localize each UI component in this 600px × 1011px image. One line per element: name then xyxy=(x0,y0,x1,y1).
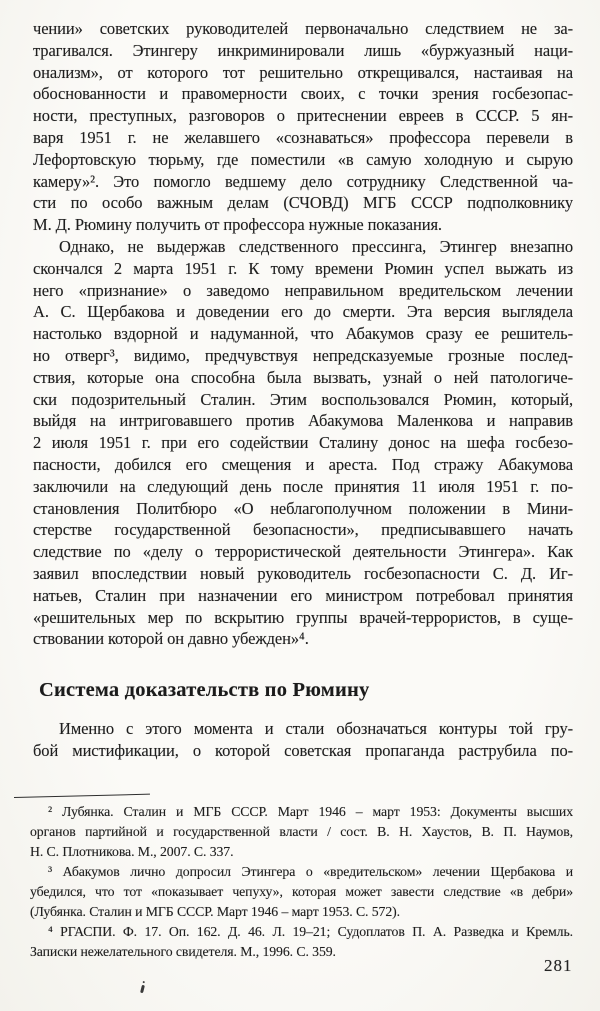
text-line: обоснованности и правомерности своих, с точки зрения госбезопас- xyxy=(33,84,573,104)
text-line: стерстве государственной безопасности», предписывавшего начать xyxy=(33,520,573,540)
text-line: следствие по «делу о террористической деятельности Этингера». Как xyxy=(33,542,573,562)
footnote-line: убедился, что тот «показывает чепуху», которая может завести следствие «в дебри» xyxy=(30,884,573,899)
text-line: бой мистификации, о которой советская пропаганда раструбила по- xyxy=(33,740,573,760)
section-heading: Система доказательств по Рюмину xyxy=(39,679,370,701)
body-text-block-2 xyxy=(33,718,573,762)
text-line: настолько вздорной и надуманной, что Абакумов сразу ее решитель- xyxy=(33,324,573,344)
footnotes-block xyxy=(30,802,573,962)
text-line: сти по особо важным делам (СЧОВД) МГБ СССР подполковнику xyxy=(33,193,573,213)
text-line: камеру»². Это помогло ведшему дело сотруднику Следственной ча- xyxy=(33,171,573,191)
text-line: ности, преступных, разговоров о притеснении евреев в СССР. 5 ян- xyxy=(33,106,573,126)
text-line: заявил впоследствии новый руководитель госбезопасности С. Д. Иг- xyxy=(33,563,573,583)
footnote-line: органов партийной и государственной власти / сост. В. Н. Хаустов, В. П. Наумов, xyxy=(30,824,573,839)
text-line: онализм», от которого тот решительно открещивался, настаивая на xyxy=(33,62,573,82)
text-line: становления Политбюро «О неблагополучном положении в Мини- xyxy=(33,498,573,518)
text-line: но отверг³, видимо, предчувствуя непредсказуемые грозные послед- xyxy=(33,345,573,365)
text-line: Однако, не выдержав следственного прессинга, Этингер внезапно xyxy=(59,236,573,256)
text-line: пасности, добился его смещения и ареста. Под стражу Абакумова xyxy=(33,454,573,474)
ink-speck-artifact xyxy=(140,985,145,993)
footnote-line: (Лубянка. Сталин и МГБ СССР. Март 1946 – март 1953. С. 572). xyxy=(30,904,400,919)
text-line: скончался 2 марта 1951 г. К тому времени Рюмин успел выжать из xyxy=(33,258,573,278)
footnote-line: ³ Абакумов лично допросил Этингера о «вредительском» лечении Щербакова и xyxy=(48,864,573,879)
text-line: Лефортовскую тюрьму, где поместили «в самую холодную и сырую xyxy=(33,149,573,169)
footnote-line: ⁴ РГАСПИ. Ф. 17. Оп. 162. Д. 46. Л. 19–21; Судоплатов П. А. Разведка и Кремль. xyxy=(48,924,573,939)
body-text-block xyxy=(33,18,573,650)
text-line: «решительных мер по вскрытию группы врачей-террористов, в суще- xyxy=(33,607,573,627)
text-line: выйдя на интриговавшего против Абакумова Маленкова и направив xyxy=(33,411,573,431)
footnote-line: Н. С. Плотникова. М., 2007. С. 337. xyxy=(30,844,234,859)
text-line: натьев, Сталин при назначении его министром потребовал принятия xyxy=(33,585,573,605)
text-line: 2 июля 1951 г. при его содействии Сталину донос на шефа госбезо- xyxy=(33,433,573,453)
text-line: заключили на следующий день после принятия 11 июля 1951 г. по- xyxy=(33,476,573,496)
page-number: 281 xyxy=(544,956,573,975)
text-line: А. С. Щербакова и доведении его до смерти. Эта версия выглядела xyxy=(33,302,573,322)
text-line: него «признание» о заведомо неправильном вредительском лечении xyxy=(33,280,573,300)
text-line: ски подозрительный Сталин. Этим воспользовался Рюмин, который, xyxy=(33,389,573,409)
text-line: М. Д. Рюмину получить от профессора нужные показания. xyxy=(33,215,442,235)
text-line: Именно с этого момента и стали обозначаться контуры той гру- xyxy=(59,719,573,738)
text-line: варя 1951 г. не желавшего «сознаваться» профессора перевели в xyxy=(33,127,573,147)
footnote-line: ² Лубянка. Сталин и МГБ СССР. Март 1946 – март 1953: Документы высших xyxy=(48,804,573,819)
text-line: трагивался. Этингеру инкриминировали лишь «буржуазный наци- xyxy=(33,40,573,60)
text-line: ствия, которые она способна была вызвать, узнай о ней патологиче- xyxy=(33,367,573,387)
text-line: чении» советских руководителей первоначально следствием не за- xyxy=(33,19,573,38)
footnote-line: Записки нежелательного свидетеля. М., 1996. С. 359. xyxy=(30,944,336,959)
footnote-separator-rule xyxy=(14,794,150,798)
text-line: ствовании которой он давно убежден»⁴. xyxy=(33,629,309,649)
